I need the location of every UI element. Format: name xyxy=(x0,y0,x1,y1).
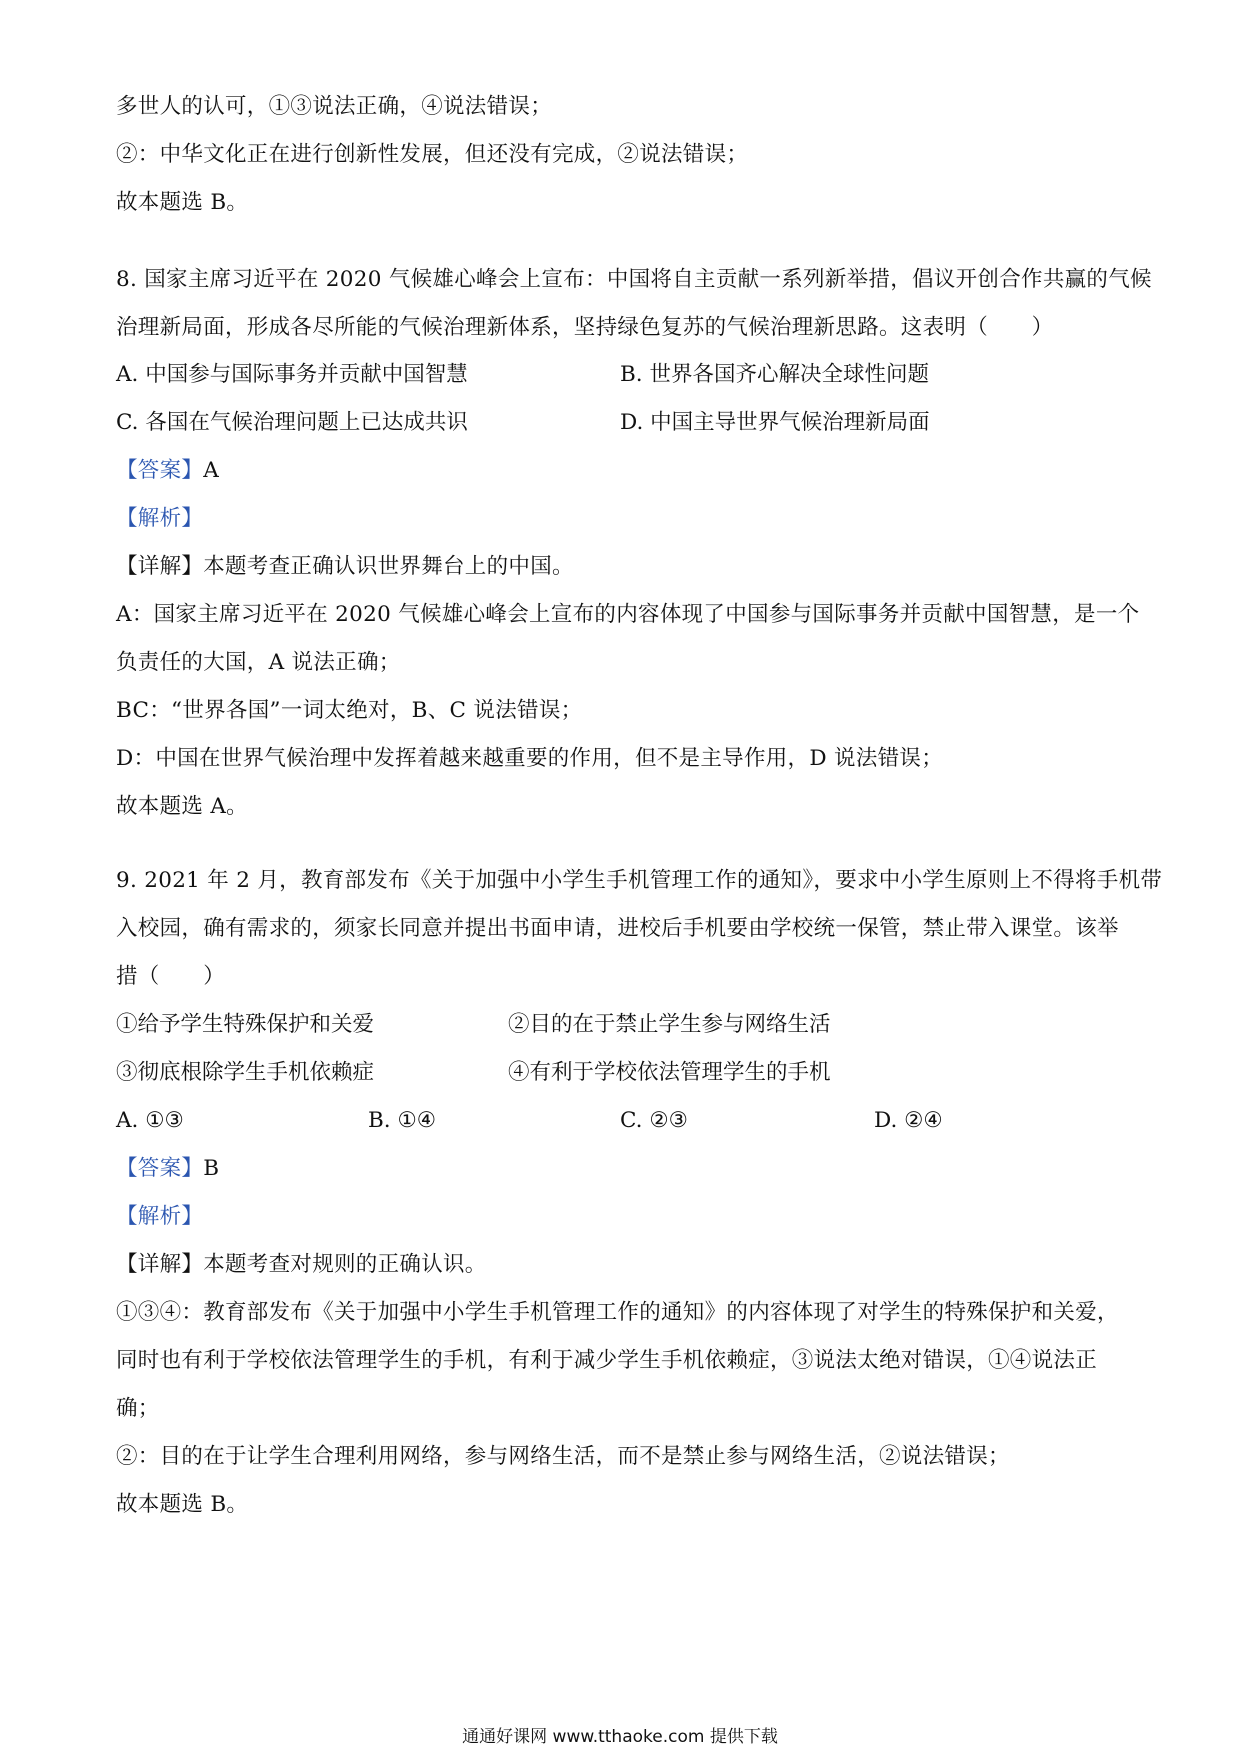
answer-tag: 【答案】 xyxy=(116,458,204,483)
analysis-line: 负责任的大国，A 说法正确； xyxy=(116,650,401,675)
detail-line: 【详解】本题考查对规则的正确认识。 xyxy=(116,1252,487,1277)
analysis-line: ②：目的在于让学生合理利用网络，参与网络生活，而不是禁止参与网络生活，②说法错误； xyxy=(116,1444,1010,1469)
question-9-stem: 入校园，确有需求的，须家长同意并提出书面申请，进校后手机要由学校统一保管，禁止带入课堂。该举 xyxy=(116,916,1119,941)
analysis-line: 故本题选 B。 xyxy=(116,1492,249,1517)
question-9-statement-2: ②目的在于禁止学生参与网络生活 xyxy=(508,1012,831,1037)
text-line: 多世人的认可，①③说法正确，④说法错误； xyxy=(116,94,553,119)
question-8-stem: 治理新局面，形成各尽所能的气候治理新体系，坚持绿色复苏的气候治理新思路。这表明（ ） xyxy=(116,315,1054,340)
question-9-option-b: B. ①④ xyxy=(368,1108,437,1133)
answer-tag: 【答案】 xyxy=(116,1156,204,1181)
answer-value: A xyxy=(203,458,220,483)
question-8-option-b: B. 世界各国齐心解决全球性问题 xyxy=(620,362,929,387)
question-9-stem: 9. 2021 年 2 月，教育部发布《关于加强中小学生手机管理工作的通知》，要求中小学生原则上不得将手机带 xyxy=(116,868,1163,893)
question-9-statement-3: ③彻底根除学生手机依赖症 xyxy=(116,1060,375,1085)
question-8-stem: 8. 国家主席习近平在 2020 气候雄心峰会上宣布：中国将自主贡献一系列新举措，倡议开创合作共赢的气候 xyxy=(116,267,1152,292)
text-line: ②：中华文化正在进行创新性发展，但还没有完成，②说法错误； xyxy=(116,142,749,167)
detail-line: 【详解】本题考查正确认识世界舞台上的中国。 xyxy=(116,554,574,579)
question-9-statement-4: ④有利于学校依法管理学生的手机 xyxy=(508,1060,831,1085)
answer-value: B xyxy=(203,1156,220,1181)
page-footer: 通通好课网 www.tthaoke.com 提供下载 xyxy=(462,1727,778,1747)
analysis-tag: 【解析】 xyxy=(116,506,204,531)
question-8-option-d: D. 中国主导世界气候治理新局面 xyxy=(620,410,930,435)
question-9-option-d: D. ②④ xyxy=(874,1108,943,1133)
question-9-option-c: C. ②③ xyxy=(620,1108,688,1133)
analysis-line: A：国家主席习近平在 2020 气候雄心峰会上宣布的内容体现了中国参与国际事务并贡献中国智慧，是一个 xyxy=(116,602,1140,627)
question-8-option-c: C. 各国在气候治理问题上已达成共识 xyxy=(116,410,468,435)
text-line: 故本题选 B。 xyxy=(116,190,249,215)
analysis-tag: 【解析】 xyxy=(116,1204,204,1229)
analysis-line: ①③④：教育部发布《关于加强中小学生手机管理工作的通知》的内容体现了对学生的特殊保护和关爱， xyxy=(116,1300,1119,1325)
analysis-line: D：中国在世界气候治理中发挥着越来越重要的作用，但不是主导作用，D 说法错误； xyxy=(116,746,944,771)
analysis-line: 确； xyxy=(116,1396,160,1421)
question-9-option-a: A. ①③ xyxy=(116,1108,184,1133)
analysis-line: 故本题选 A。 xyxy=(116,794,248,819)
question-9-stem: 措（ ） xyxy=(116,964,226,989)
analysis-line: BC：“世界各国”一词太绝对，B、C 说法错误； xyxy=(116,698,583,723)
question-8-answer xyxy=(116,456,219,486)
analysis-line: 同时也有利于学校依法管理学生的手机，有利于减少学生手机依赖症，③说法太绝对错误，①④说法正 xyxy=(116,1348,1098,1373)
question-8-option-a: A. 中国参与国际事务并贡献中国智慧 xyxy=(116,362,468,387)
question-9-statement-1: ①给予学生特殊保护和关爱 xyxy=(116,1012,375,1037)
question-9-answer xyxy=(116,1154,219,1184)
